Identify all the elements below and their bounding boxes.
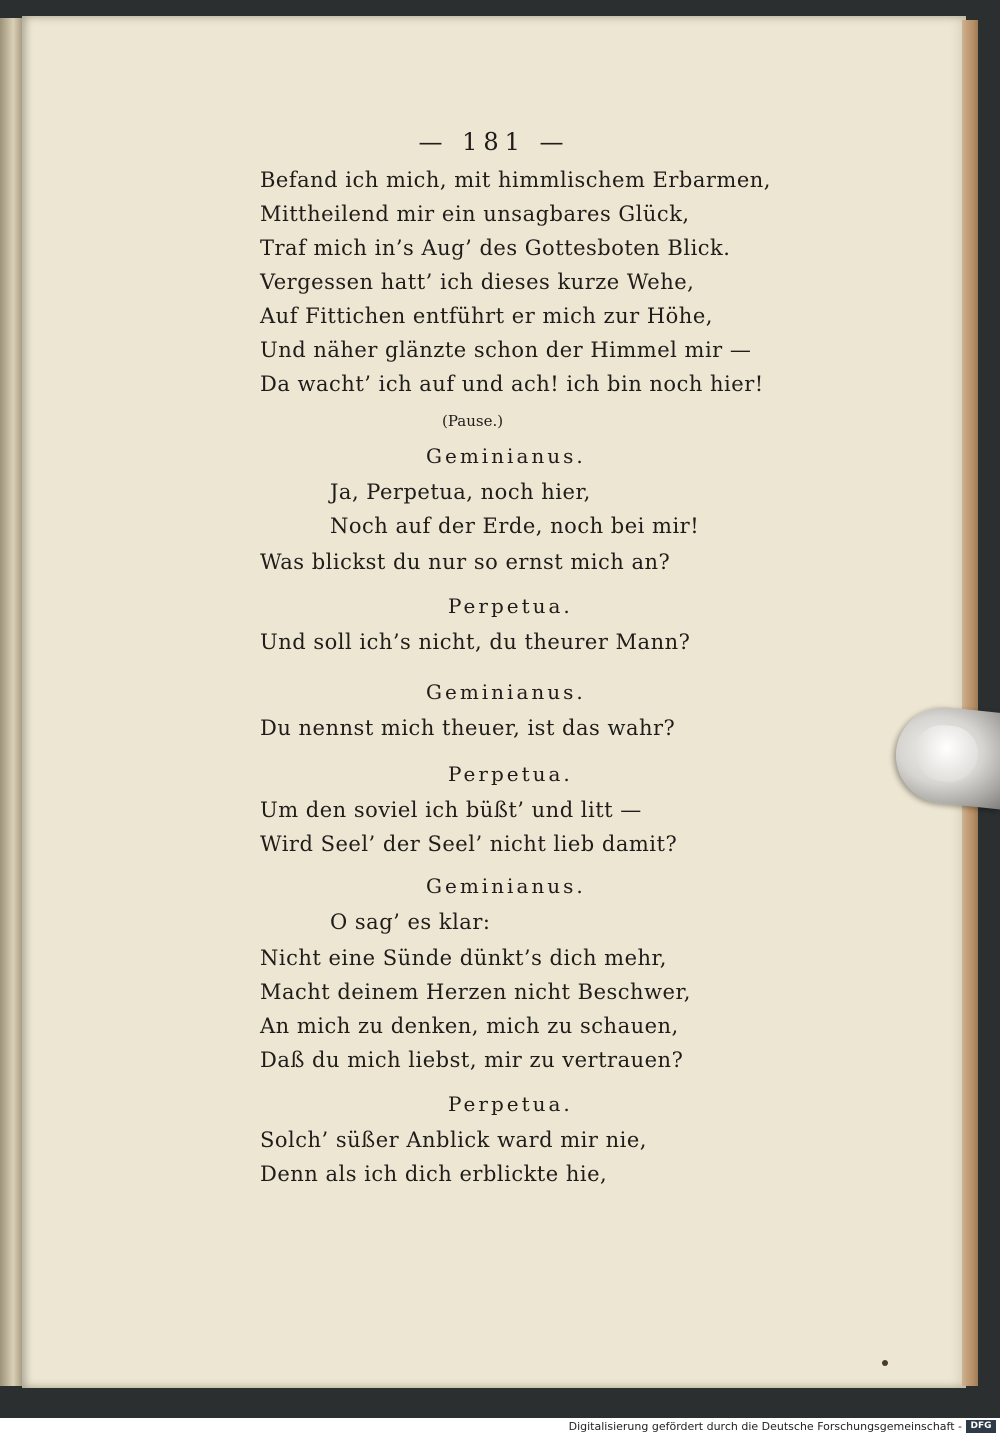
verse-line: Auf Fittichen entführt er mich zur Höhe, [260, 304, 713, 328]
ink-spot [882, 1360, 888, 1366]
verse-line: Da wacht’ ich auf und ach! ich bin noch hier! [260, 372, 764, 396]
speaker-name: Perpetua. [448, 1092, 573, 1116]
verse-line: An mich zu denken, mich zu schauen, [260, 1014, 679, 1038]
verse-line: Vergessen hatt’ ich dieses kurze Wehe, [260, 270, 695, 294]
page-number: — 181 — [418, 128, 570, 156]
verse-line: Um den soviel ich büßt’ und litt — [260, 798, 642, 822]
verse-line: Wird Seel’ der Seel’ nicht lieb damit? [260, 832, 678, 856]
verse-line: Befand ich mich, mit himmlischem Erbarmen, [260, 168, 771, 192]
verse-line: Was blickst du nur so ernst mich an? [260, 550, 671, 574]
verse-line: Du nennst mich theuer, ist das wahr? [260, 716, 676, 740]
speaker-name: Geminianus. [426, 874, 586, 898]
verse-line: Nicht eine Sünde dünkt’s dich mehr, [260, 946, 667, 970]
footer-bar [0, 1418, 1000, 1435]
left-page-edge [0, 18, 22, 1386]
stage-direction: (Pause.) [442, 412, 504, 430]
verse-line: Traf mich in’s Aug’ des Gottesboten Blick. [260, 236, 731, 260]
verse-line: Daß du mich liebst, mir zu vertrauen? [260, 1048, 684, 1072]
book-page [22, 16, 966, 1388]
dfg-logo: DFG [966, 1420, 996, 1433]
verse-line: Noch auf der Erde, noch bei mir! [330, 514, 700, 538]
funding-notice: Digitalisierung gefördert durch die Deutsche Forschungsgemeinschaft - [568, 1420, 962, 1433]
verse-line: O sag’ es klar: [330, 910, 491, 934]
verse-line: Und soll ich’s nicht, du theurer Mann? [260, 630, 691, 654]
verse-line: Ja, Perpetua, noch hier, [330, 480, 591, 504]
verse-line: Denn als ich dich erblickte hie, [260, 1162, 608, 1186]
speaker-name: Geminianus. [426, 680, 586, 704]
speaker-name: Geminianus. [426, 444, 586, 468]
verse-line: Solch’ süßer Anblick ward mir nie, [260, 1128, 647, 1152]
verse-line: Mittheilend mir ein unsagbares Glück, [260, 202, 690, 226]
speaker-name: Perpetua. [448, 762, 573, 786]
right-page-edge [962, 20, 978, 1386]
verse-line: Und näher glänzte schon der Himmel mir — [260, 338, 752, 362]
verse-line: Macht deinem Herzen nicht Beschwer, [260, 980, 691, 1004]
speaker-name: Perpetua. [448, 594, 573, 618]
